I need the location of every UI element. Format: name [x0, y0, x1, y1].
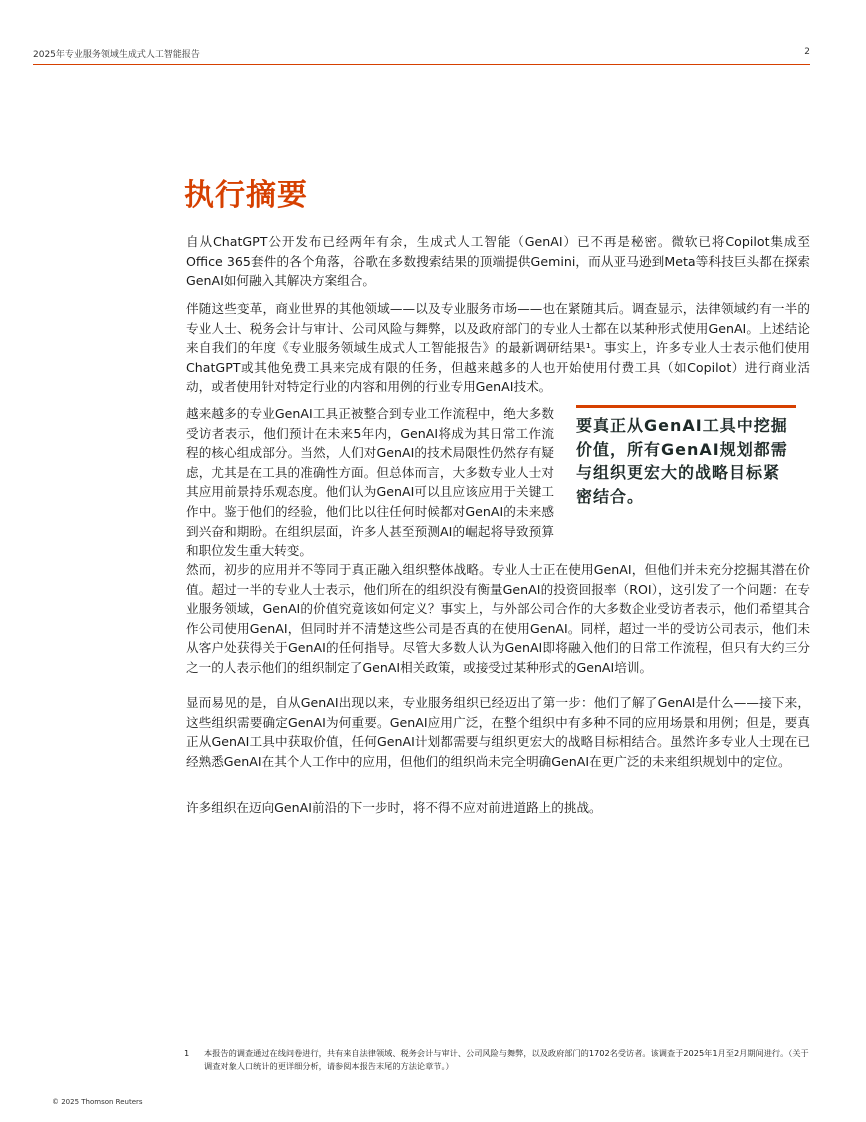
page-number: 2 — [804, 47, 810, 57]
page-title: 执行摘要 — [184, 178, 308, 213]
paragraph-conclusion: 许多组织在迈向GenAI前沿的下一步时，将不得不应对前进道路上的挑战。 — [186, 800, 602, 815]
paragraph-strategy: 然而，初步的应用并不等同于真正融入组织整体战略。专业人士正在使用GenAI，但他们并未充分挖掘其潜在价值。超过一半的专业人士表示，他们所在的组织没有衡量GenAI的投资回报率（ROI），这引发了一个问题：在专业服务领域，GenAI的价值究竟该如何定义？事实上，与外部公司合作的大多数企业受访者表示，他们希望其合作公司使用GenAI，但同时并不清楚这些公司是否真的在使用GenAI。同样，超过一半的受访公司表示，他们未从客户处获得关于GenAI的任何指导。尽管大多数人认为GenAI即将融入他们的日常工作流程，但只有大约三分之一的人表示他们的组织制定了GenAI相关政策，或接受过某种形式的GenAI培训。 — [186, 562, 810, 675]
paragraph-workflow: 越来越多的专业GenAI工具正被整合到专业工作流程中，绝大多数受访者表示，他们预计在未来5年内，GenAI将成为其日常工作流程的核心组成部分。当然，人们对GenAI的技术局限性仍然存有疑虑，尤其是在工具的准确性方面。但总体而言，大多数专业人士对其应用前景持乐观态度。他们认为GenAI可以且应该应用于关键工作中。鉴于他们的经验，他们比以往任何时候都对GenAI的未来感到兴奋和期盼。在组织层面，许多人甚至预测AI的崛起将导致预算和职位发生重大转变。 — [186, 406, 554, 559]
pullquote-text: 要真正从GenAI工具中挖掘价值，所有GenAI规划都需与组织更宏大的战略目标紧密结合。 — [576, 416, 788, 506]
footnote — [184, 1047, 810, 1072]
page-header — [33, 44, 810, 65]
paragraph-adoption: 伴随这些变革，商业世界的其他领域——以及专业服务市场——也在紧随其后。调查显示，法律领域约有一半的专业人士、税务会计与审计、公司风险与舞弊，以及政府部门的专业人士都在以某种形式使用GenAI。上述结论来自我们的年度《专业服务领域生成式人工智能报告》的最新调研结果¹。事实上，许多专业人士表示他们使用ChatGPT或其他免费工具来完成有限的任务，但越来越多的人也开始使用付费工具（如Copilot）进行商业活动，或者使用针对特定行业的内容和用例的行业专用GenAI技术。 — [186, 301, 810, 395]
paragraph-intro: 自从ChatGPT公开发布已经两年有余，生成式人工智能（GenAI）已不再是秘密。微软已将Copilot集成至Office 365套件的各个角落，谷歌在多数搜索结果的顶端提供Gemini，而从亚马逊到Meta等科技巨头都在探索GenAI如何融入其解决方案组合。 — [186, 234, 810, 289]
report-title: 2025年专业服务领域生成式人工智能报告 — [33, 50, 200, 60]
footnote-text: 本报告的调查通过在线问卷进行，共有来自法律领域、税务会计与审计、公司风险与舞弊，以及政府部门的1702名受访者。该调查于2025年1月至2月期间进行。（关于调查对象人口统计的更详细分析，请参阅本报告末尾的方法论章节。） — [204, 1048, 809, 1071]
pullquote — [576, 405, 796, 508]
footnote-number: 1 — [184, 1048, 190, 1058]
paragraph-next-steps: 显而易见的是，自从GenAI出现以来，专业服务组织已经迈出了第一步：他们了解了GenAI是什么——接下来，这些组织需要确定GenAI为何重要。GenAI应用广泛，在整个组织中有多种不同的应用场景和用例；但是，要真正从GenAI工具中获取价值，任何GenAI计划都需要与组织更宏大的战略目标相结合。虽然许多专业人士现在已经熟悉GenAI在其个人工作中的应用，但他们的组织尚未完全明确GenAI在更广泛的未来组织规划中的定位。 — [186, 695, 810, 769]
copyright: © 2025 Thomson Reuters — [52, 1098, 143, 1106]
